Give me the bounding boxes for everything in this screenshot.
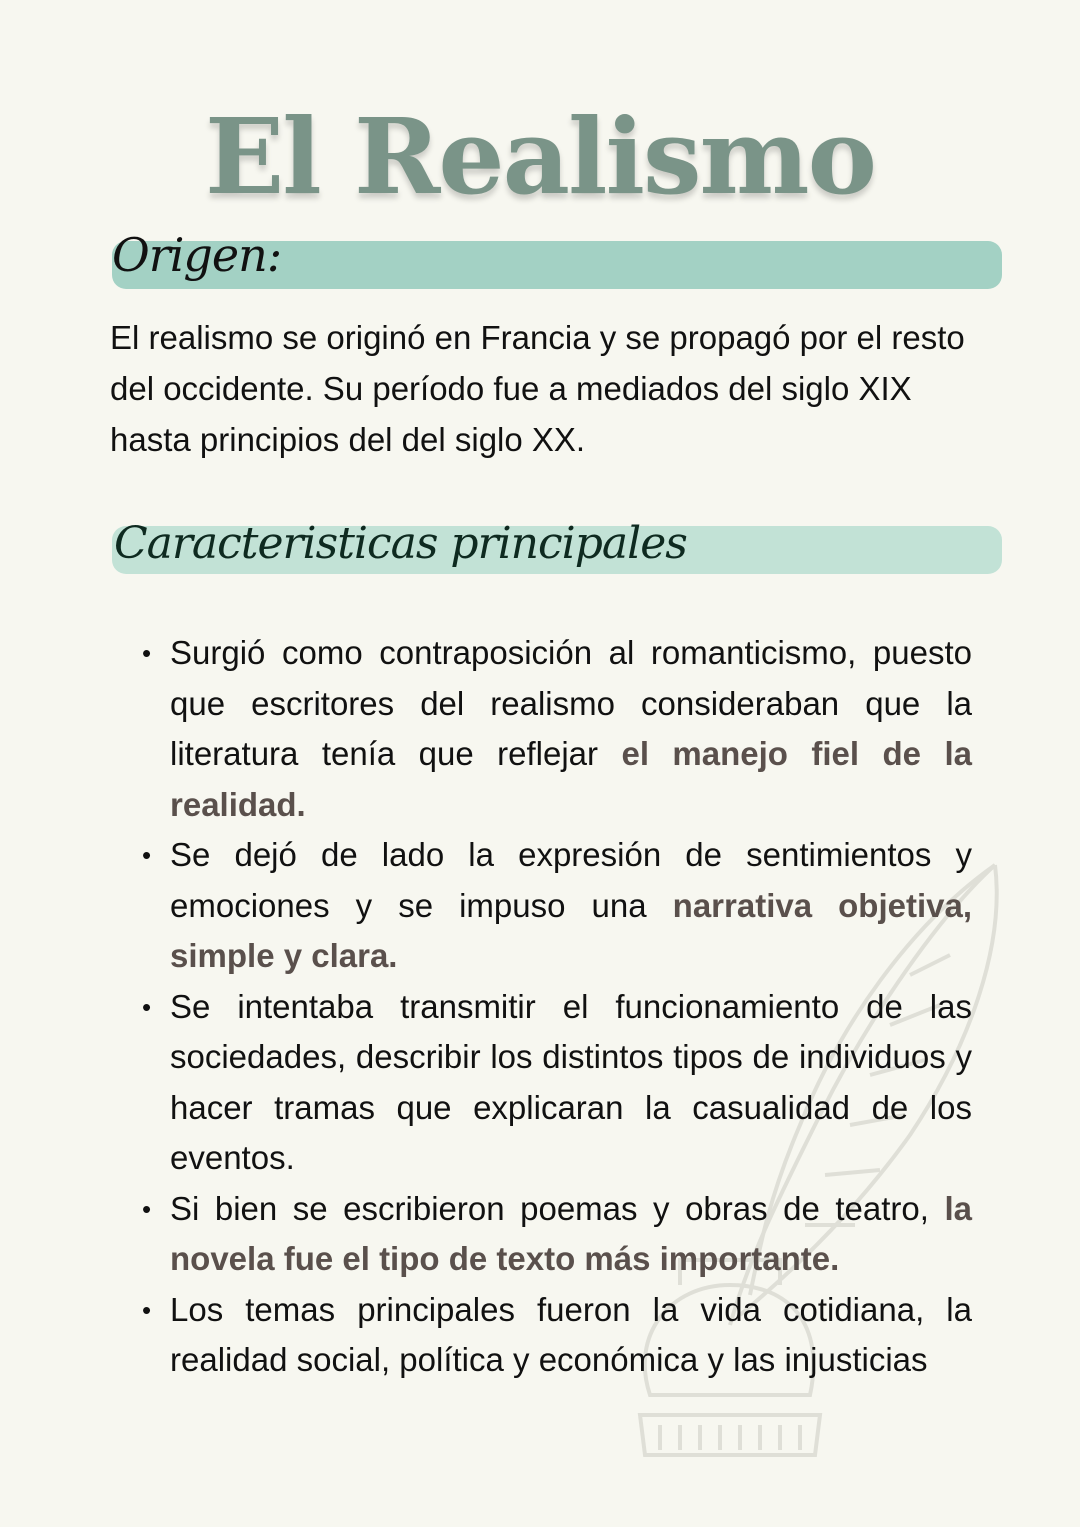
list-item <box>130 1184 972 1285</box>
item-emphasis: narrativa objetiva, simple y clara. <box>170 886 972 974</box>
caracteristicas-heading: Caracteristicas principales <box>114 518 687 569</box>
origen-paragraph: El realismo se originó en Francia y se propagó por el resto del occidente. Su período fue a mediados del siglo XIX hasta principios del del siglo XX. <box>110 319 965 458</box>
item-text: Se dejó de lado la expresión de sentimientos y emociones y se impuso una <box>170 836 972 924</box>
bullet-icon: • <box>142 840 152 870</box>
bullet-icon: • <box>142 1193 152 1224</box>
item-emphasis: la novela fue el tipo de texto más importante. <box>170 1189 972 1277</box>
origen-heading: Origen: <box>112 228 282 282</box>
bullet-icon: • <box>142 1294 152 1325</box>
caracteristicas-list <box>130 628 972 1386</box>
page-title: El Realismo <box>205 95 875 218</box>
bullet-icon: • <box>142 638 152 668</box>
bullet-icon: • <box>142 991 152 1022</box>
list-item <box>130 628 972 830</box>
item-text: Si bien se escribieron poemas y obras de teatro, <box>170 1189 945 1227</box>
item-text: Los temas principales fueron la vida cotidiana, la realidad social, política y económica y las injusticias <box>170 1290 972 1378</box>
list-item <box>130 1285 972 1386</box>
item-text: Se intentaba transmitir el funcionamiento de las sociedades, describir los distintos tipos de individuos y hacer tramas que explicaran la casualidad de los eventos. <box>170 987 972 1176</box>
list-item <box>130 982 972 1184</box>
item-emphasis: el manejo fiel de la realidad. <box>170 735 972 823</box>
list-item <box>130 830 972 982</box>
item-text: Surgió como contraposición al romanticismo, puesto que escritores del realismo consideraban que la literatura tenía que reflejar <box>170 634 972 772</box>
